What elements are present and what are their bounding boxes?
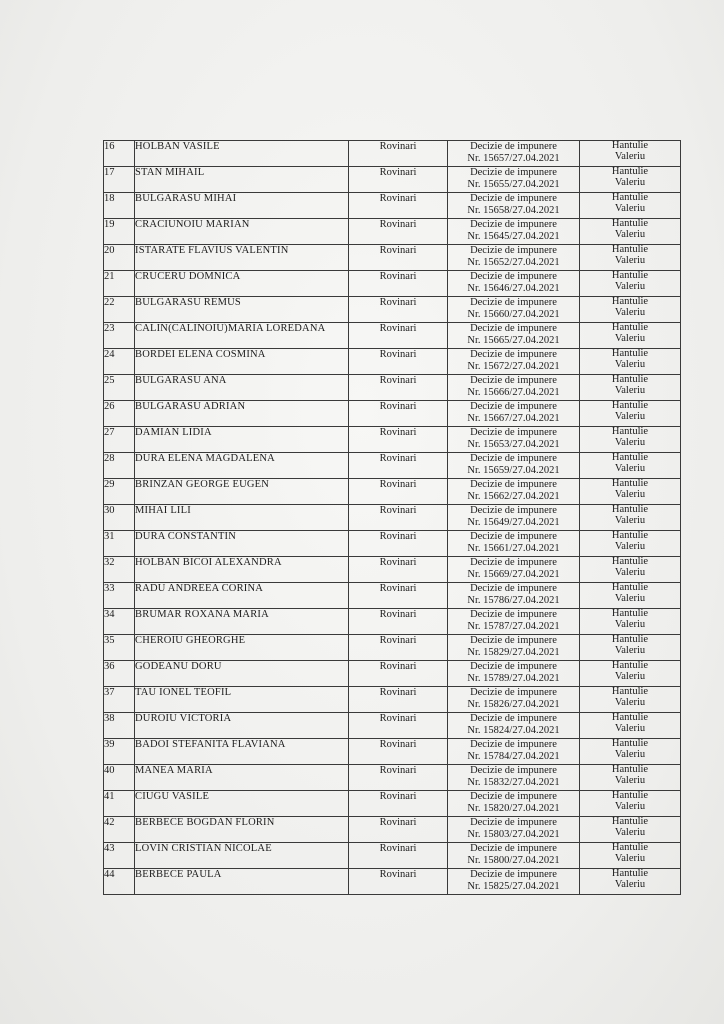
decision-reference: [448, 869, 580, 895]
agent-firstname: Valeriu: [614, 228, 646, 240]
agent-name: [580, 219, 681, 245]
decision-reference: [448, 219, 580, 245]
decision-number: Nr. 15653/27.04.2021: [467, 438, 560, 450]
decision-reference: [448, 245, 580, 271]
agent-name: [580, 531, 681, 557]
decision-reference: [448, 427, 580, 453]
agent-firstname: Valeriu: [614, 202, 646, 214]
decision-number: Nr. 15829/27.04.2021: [467, 646, 560, 658]
locality: Rovinari: [349, 219, 448, 245]
taxpayer-name: CRUCERU DOMNICA: [135, 271, 349, 297]
decision-number: Nr. 15826/27.04.2021: [467, 698, 560, 710]
agent-name: [580, 583, 681, 609]
decision-reference: [448, 193, 580, 219]
decision-reference: [448, 479, 580, 505]
decision-reference: [448, 453, 580, 479]
decision-type: Decizie de impunere: [470, 869, 557, 880]
locality: Rovinari: [349, 869, 448, 895]
agent-name: [580, 401, 681, 427]
table-row: [104, 713, 681, 739]
decision-reference: [448, 505, 580, 531]
agent-surname: Hantulie: [611, 738, 649, 749]
decision-type: Decizie de impunere: [470, 427, 557, 438]
agent-firstname: Valeriu: [614, 826, 646, 838]
locality: Rovinari: [349, 843, 448, 869]
agent-firstname: Valeriu: [614, 384, 646, 396]
table-row: [104, 791, 681, 817]
decision-type: Decizie de impunere: [470, 141, 557, 152]
locality: Rovinari: [349, 609, 448, 635]
agent-surname: Hantulie: [611, 868, 649, 879]
decisions-table: [103, 140, 681, 895]
row-number: 28: [104, 453, 135, 479]
decision-reference: [448, 635, 580, 661]
row-number: 21: [104, 271, 135, 297]
decision-number: Nr. 15832/27.04.2021: [467, 776, 560, 788]
table-row: [104, 661, 681, 687]
agent-name: [580, 557, 681, 583]
row-number: 35: [104, 635, 135, 661]
agent-firstname: Valeriu: [614, 592, 646, 604]
decision-number: Nr. 15666/27.04.2021: [467, 386, 560, 398]
agent-name: [580, 869, 681, 895]
row-number: 22: [104, 297, 135, 323]
decision-reference: [448, 687, 580, 713]
locality: Rovinari: [349, 505, 448, 531]
row-number: 20: [104, 245, 135, 271]
decision-type: Decizie de impunere: [470, 505, 557, 516]
taxpayer-name: DURA ELENA MAGDALENA: [135, 453, 349, 479]
row-number: 43: [104, 843, 135, 869]
table-row: [104, 193, 681, 219]
decision-type: Decizie de impunere: [470, 193, 557, 204]
decision-reference: [448, 583, 580, 609]
agent-firstname: Valeriu: [614, 306, 646, 318]
row-number: 34: [104, 609, 135, 635]
table-row: [104, 635, 681, 661]
locality: Rovinari: [349, 479, 448, 505]
locality: Rovinari: [349, 739, 448, 765]
table-row: [104, 297, 681, 323]
agent-surname: Hantulie: [611, 582, 649, 593]
table-row: [104, 739, 681, 765]
agent-firstname: Valeriu: [614, 410, 646, 422]
agent-name: [580, 661, 681, 687]
table-row: [104, 765, 681, 791]
table-row: [104, 557, 681, 583]
taxpayer-name: LOVIN CRISTIAN NICOLAE: [135, 843, 349, 869]
agent-firstname: Valeriu: [614, 358, 646, 370]
locality: Rovinari: [349, 557, 448, 583]
table-row: [104, 375, 681, 401]
row-number: 31: [104, 531, 135, 557]
locality: Rovinari: [349, 713, 448, 739]
taxpayer-name: BERBECE PAULA: [135, 869, 349, 895]
agent-firstname: Valeriu: [614, 254, 646, 266]
decision-number: Nr. 15657/27.04.2021: [467, 152, 560, 164]
row-number: 26: [104, 401, 135, 427]
taxpayer-name: CRACIUNOIU MARIAN: [135, 219, 349, 245]
row-number: 37: [104, 687, 135, 713]
decision-number: Nr. 15789/27.04.2021: [467, 672, 560, 684]
agent-surname: Hantulie: [611, 816, 649, 827]
row-number: 38: [104, 713, 135, 739]
agent-surname: Hantulie: [611, 634, 649, 645]
decision-type: Decizie de impunere: [470, 635, 557, 646]
decision-type: Decizie de impunere: [470, 557, 557, 568]
locality: Rovinari: [349, 141, 448, 167]
table-row: [104, 349, 681, 375]
taxpayer-name: CHEROIU GHEORGHE: [135, 635, 349, 661]
decision-reference: [448, 609, 580, 635]
table-row: [104, 869, 681, 895]
row-number: 36: [104, 661, 135, 687]
taxpayer-name: HOLBAN VASILE: [135, 141, 349, 167]
decision-number: Nr. 15672/27.04.2021: [467, 360, 560, 372]
decision-reference: [448, 817, 580, 843]
decision-reference: [448, 141, 580, 167]
agent-surname: Hantulie: [611, 348, 649, 359]
agent-firstname: Valeriu: [614, 436, 646, 448]
decision-number: Nr. 15646/27.04.2021: [467, 282, 560, 294]
agent-surname: Hantulie: [611, 504, 649, 515]
agent-surname: Hantulie: [611, 244, 649, 255]
taxpayer-name: BADOI STEFANITA FLAVIANA: [135, 739, 349, 765]
agent-name: [580, 817, 681, 843]
taxpayer-name: DUROIU VICTORIA: [135, 713, 349, 739]
decision-type: Decizie de impunere: [470, 297, 557, 308]
agent-surname: Hantulie: [611, 218, 649, 229]
decision-number: Nr. 15661/27.04.2021: [467, 542, 560, 554]
row-number: 44: [104, 869, 135, 895]
taxpayer-name: HOLBAN BICOI ALEXANDRA: [135, 557, 349, 583]
taxpayer-name: DAMIAN LIDIA: [135, 427, 349, 453]
decision-number: Nr. 15645/27.04.2021: [467, 230, 560, 242]
decision-number: Nr. 15786/27.04.2021: [467, 594, 560, 606]
agent-surname: Hantulie: [611, 556, 649, 567]
row-number: 42: [104, 817, 135, 843]
agent-firstname: Valeriu: [614, 566, 646, 578]
locality: Rovinari: [349, 297, 448, 323]
locality: Rovinari: [349, 193, 448, 219]
locality: Rovinari: [349, 791, 448, 817]
agent-firstname: Valeriu: [614, 800, 646, 812]
agent-firstname: Valeriu: [614, 722, 646, 734]
agent-surname: Hantulie: [611, 686, 649, 697]
taxpayer-name: BULGARASU ANA: [135, 375, 349, 401]
agent-name: [580, 271, 681, 297]
agent-surname: Hantulie: [611, 660, 649, 671]
decision-reference: [448, 531, 580, 557]
decision-type: Decizie de impunere: [470, 349, 557, 360]
agent-firstname: Valeriu: [614, 514, 646, 526]
table-row: [104, 817, 681, 843]
decision-number: Nr. 15652/27.04.2021: [467, 256, 560, 268]
row-number: 33: [104, 583, 135, 609]
agent-name: [580, 453, 681, 479]
agent-firstname: Valeriu: [614, 540, 646, 552]
decision-type: Decizie de impunere: [470, 323, 557, 334]
agent-surname: Hantulie: [611, 478, 649, 489]
decision-reference: [448, 271, 580, 297]
decision-number: Nr. 15659/27.04.2021: [467, 464, 560, 476]
agent-name: [580, 245, 681, 271]
locality: Rovinari: [349, 453, 448, 479]
agent-name: [580, 687, 681, 713]
locality: Rovinari: [349, 817, 448, 843]
agent-name: [580, 167, 681, 193]
agent-name: [580, 323, 681, 349]
agent-name: [580, 479, 681, 505]
taxpayer-name: BERBECE BOGDAN FLORIN: [135, 817, 349, 843]
row-number: 32: [104, 557, 135, 583]
decision-type: Decizie de impunere: [470, 583, 557, 594]
agent-surname: Hantulie: [611, 712, 649, 723]
agent-firstname: Valeriu: [614, 774, 646, 786]
agent-firstname: Valeriu: [614, 332, 646, 344]
agent-firstname: Valeriu: [614, 618, 646, 630]
table-row: [104, 219, 681, 245]
decision-number: Nr. 15665/27.04.2021: [467, 334, 560, 346]
table-row: [104, 271, 681, 297]
decision-reference: [448, 843, 580, 869]
decision-type: Decizie de impunere: [470, 167, 557, 178]
agent-firstname: Valeriu: [614, 176, 646, 188]
row-number: 27: [104, 427, 135, 453]
decision-type: Decizie de impunere: [470, 271, 557, 282]
agent-name: [580, 713, 681, 739]
decision-type: Decizie de impunere: [470, 479, 557, 490]
row-number: 39: [104, 739, 135, 765]
agent-name: [580, 297, 681, 323]
locality: Rovinari: [349, 427, 448, 453]
decision-type: Decizie de impunere: [470, 739, 557, 750]
agent-firstname: Valeriu: [614, 150, 646, 162]
agent-surname: Hantulie: [611, 140, 649, 151]
decision-number: Nr. 15803/27.04.2021: [467, 828, 560, 840]
table-row: [104, 583, 681, 609]
agent-name: [580, 843, 681, 869]
decision-reference: [448, 167, 580, 193]
agent-name: [580, 141, 681, 167]
agent-surname: Hantulie: [611, 452, 649, 463]
agent-name: [580, 635, 681, 661]
agent-surname: Hantulie: [611, 270, 649, 281]
table-row: [104, 167, 681, 193]
decision-number: Nr. 15667/27.04.2021: [467, 412, 560, 424]
taxpayer-name: GODEANU DORU: [135, 661, 349, 687]
locality: Rovinari: [349, 765, 448, 791]
decision-number: Nr. 15820/27.04.2021: [467, 802, 560, 814]
agent-surname: Hantulie: [611, 764, 649, 775]
decision-number: Nr. 15787/27.04.2021: [467, 620, 560, 632]
decision-type: Decizie de impunere: [470, 245, 557, 256]
row-number: 30: [104, 505, 135, 531]
table-row: [104, 505, 681, 531]
locality: Rovinari: [349, 167, 448, 193]
locality: Rovinari: [349, 635, 448, 661]
decision-number: Nr. 15784/27.04.2021: [467, 750, 560, 762]
decision-type: Decizie de impunere: [470, 661, 557, 672]
agent-firstname: Valeriu: [614, 670, 646, 682]
agent-surname: Hantulie: [611, 166, 649, 177]
agent-surname: Hantulie: [611, 426, 649, 437]
table-row: [104, 453, 681, 479]
decision-reference: [448, 765, 580, 791]
row-number: 25: [104, 375, 135, 401]
agent-firstname: Valeriu: [614, 488, 646, 500]
decision-type: Decizie de impunere: [470, 401, 557, 412]
decision-reference: [448, 713, 580, 739]
taxpayer-name: ISTARATE FLAVIUS VALENTIN: [135, 245, 349, 271]
locality: Rovinari: [349, 661, 448, 687]
row-number: 16: [104, 141, 135, 167]
row-number: 18: [104, 193, 135, 219]
agent-firstname: Valeriu: [614, 852, 646, 864]
decision-reference: [448, 375, 580, 401]
decision-number: Nr. 15655/27.04.2021: [467, 178, 560, 190]
agent-surname: Hantulie: [611, 790, 649, 801]
taxpayer-name: MANEA MARIA: [135, 765, 349, 791]
decision-number: Nr. 15824/27.04.2021: [467, 724, 560, 736]
locality: Rovinari: [349, 245, 448, 271]
decision-type: Decizie de impunere: [470, 687, 557, 698]
decisions-table-body: [104, 141, 681, 895]
agent-name: [580, 791, 681, 817]
agent-name: [580, 505, 681, 531]
taxpayer-name: BORDEI ELENA COSMINA: [135, 349, 349, 375]
agent-surname: Hantulie: [611, 192, 649, 203]
locality: Rovinari: [349, 401, 448, 427]
agent-name: [580, 609, 681, 635]
agent-firstname: Valeriu: [614, 462, 646, 474]
decision-type: Decizie de impunere: [470, 531, 557, 542]
decision-type: Decizie de impunere: [470, 453, 557, 464]
taxpayer-name: CALIN(CALINOIU)MARIA LOREDANA: [135, 323, 349, 349]
agent-surname: Hantulie: [611, 400, 649, 411]
table-row: [104, 609, 681, 635]
table-row: [104, 323, 681, 349]
locality: Rovinari: [349, 271, 448, 297]
locality: Rovinari: [349, 583, 448, 609]
table-row: [104, 427, 681, 453]
taxpayer-name: BRUMAR ROXANA MARIA: [135, 609, 349, 635]
table-row: [104, 245, 681, 271]
decision-type: Decizie de impunere: [470, 843, 557, 854]
table-row: [104, 843, 681, 869]
decision-reference: [448, 297, 580, 323]
table-row: [104, 401, 681, 427]
decision-number: Nr. 15825/27.04.2021: [467, 880, 560, 892]
table-row: [104, 479, 681, 505]
locality: Rovinari: [349, 375, 448, 401]
row-number: 29: [104, 479, 135, 505]
decision-reference: [448, 323, 580, 349]
decision-reference: [448, 791, 580, 817]
agent-name: [580, 349, 681, 375]
decision-type: Decizie de impunere: [470, 219, 557, 230]
agent-surname: Hantulie: [611, 322, 649, 333]
decision-number: Nr. 15658/27.04.2021: [467, 204, 560, 216]
agent-firstname: Valeriu: [614, 280, 646, 292]
table-row: [104, 141, 681, 167]
locality: Rovinari: [349, 323, 448, 349]
table-row: [104, 687, 681, 713]
taxpayer-name: RADU ANDREEA CORINA: [135, 583, 349, 609]
agent-name: [580, 375, 681, 401]
row-number: 40: [104, 765, 135, 791]
decision-reference: [448, 401, 580, 427]
decision-reference: [448, 661, 580, 687]
table-row: [104, 531, 681, 557]
agent-surname: Hantulie: [611, 374, 649, 385]
agent-name: [580, 765, 681, 791]
row-number: 23: [104, 323, 135, 349]
agent-name: [580, 739, 681, 765]
row-number: 41: [104, 791, 135, 817]
agent-surname: Hantulie: [611, 842, 649, 853]
taxpayer-name: TAU IONEL TEOFIL: [135, 687, 349, 713]
decision-reference: [448, 739, 580, 765]
row-number: 19: [104, 219, 135, 245]
agent-firstname: Valeriu: [614, 878, 646, 890]
decision-type: Decizie de impunere: [470, 817, 557, 828]
taxpayer-name: STAN MIHAIL: [135, 167, 349, 193]
taxpayer-name: DURA CONSTANTIN: [135, 531, 349, 557]
decision-number: Nr. 15660/27.04.2021: [467, 308, 560, 320]
agent-surname: Hantulie: [611, 296, 649, 307]
decision-number: Nr. 15800/27.04.2021: [467, 854, 560, 866]
agent-surname: Hantulie: [611, 608, 649, 619]
agent-surname: Hantulie: [611, 530, 649, 541]
decision-type: Decizie de impunere: [470, 765, 557, 776]
decision-type: Decizie de impunere: [470, 713, 557, 724]
agent-name: [580, 193, 681, 219]
row-number: 24: [104, 349, 135, 375]
decision-reference: [448, 349, 580, 375]
decision-type: Decizie de impunere: [470, 791, 557, 802]
decision-reference: [448, 557, 580, 583]
taxpayer-name: BULGARASU ADRIAN: [135, 401, 349, 427]
decision-type: Decizie de impunere: [470, 375, 557, 386]
decision-number: Nr. 15669/27.04.2021: [467, 568, 560, 580]
taxpayer-name: BULGARASU MIHAI: [135, 193, 349, 219]
decision-number: Nr. 15649/27.04.2021: [467, 516, 560, 528]
taxpayer-name: BULGARASU REMUS: [135, 297, 349, 323]
taxpayer-name: CIUGU VASILE: [135, 791, 349, 817]
agent-name: [580, 427, 681, 453]
agent-firstname: Valeriu: [614, 696, 646, 708]
agent-firstname: Valeriu: [614, 748, 646, 760]
taxpayer-name: MIHAI LILI: [135, 505, 349, 531]
locality: Rovinari: [349, 687, 448, 713]
locality: Rovinari: [349, 531, 448, 557]
decision-number: Nr. 15662/27.04.2021: [467, 490, 560, 502]
agent-firstname: Valeriu: [614, 644, 646, 656]
decision-type: Decizie de impunere: [470, 609, 557, 620]
locality: Rovinari: [349, 349, 448, 375]
taxpayer-name: BRINZAN GEORGE EUGEN: [135, 479, 349, 505]
row-number: 17: [104, 167, 135, 193]
